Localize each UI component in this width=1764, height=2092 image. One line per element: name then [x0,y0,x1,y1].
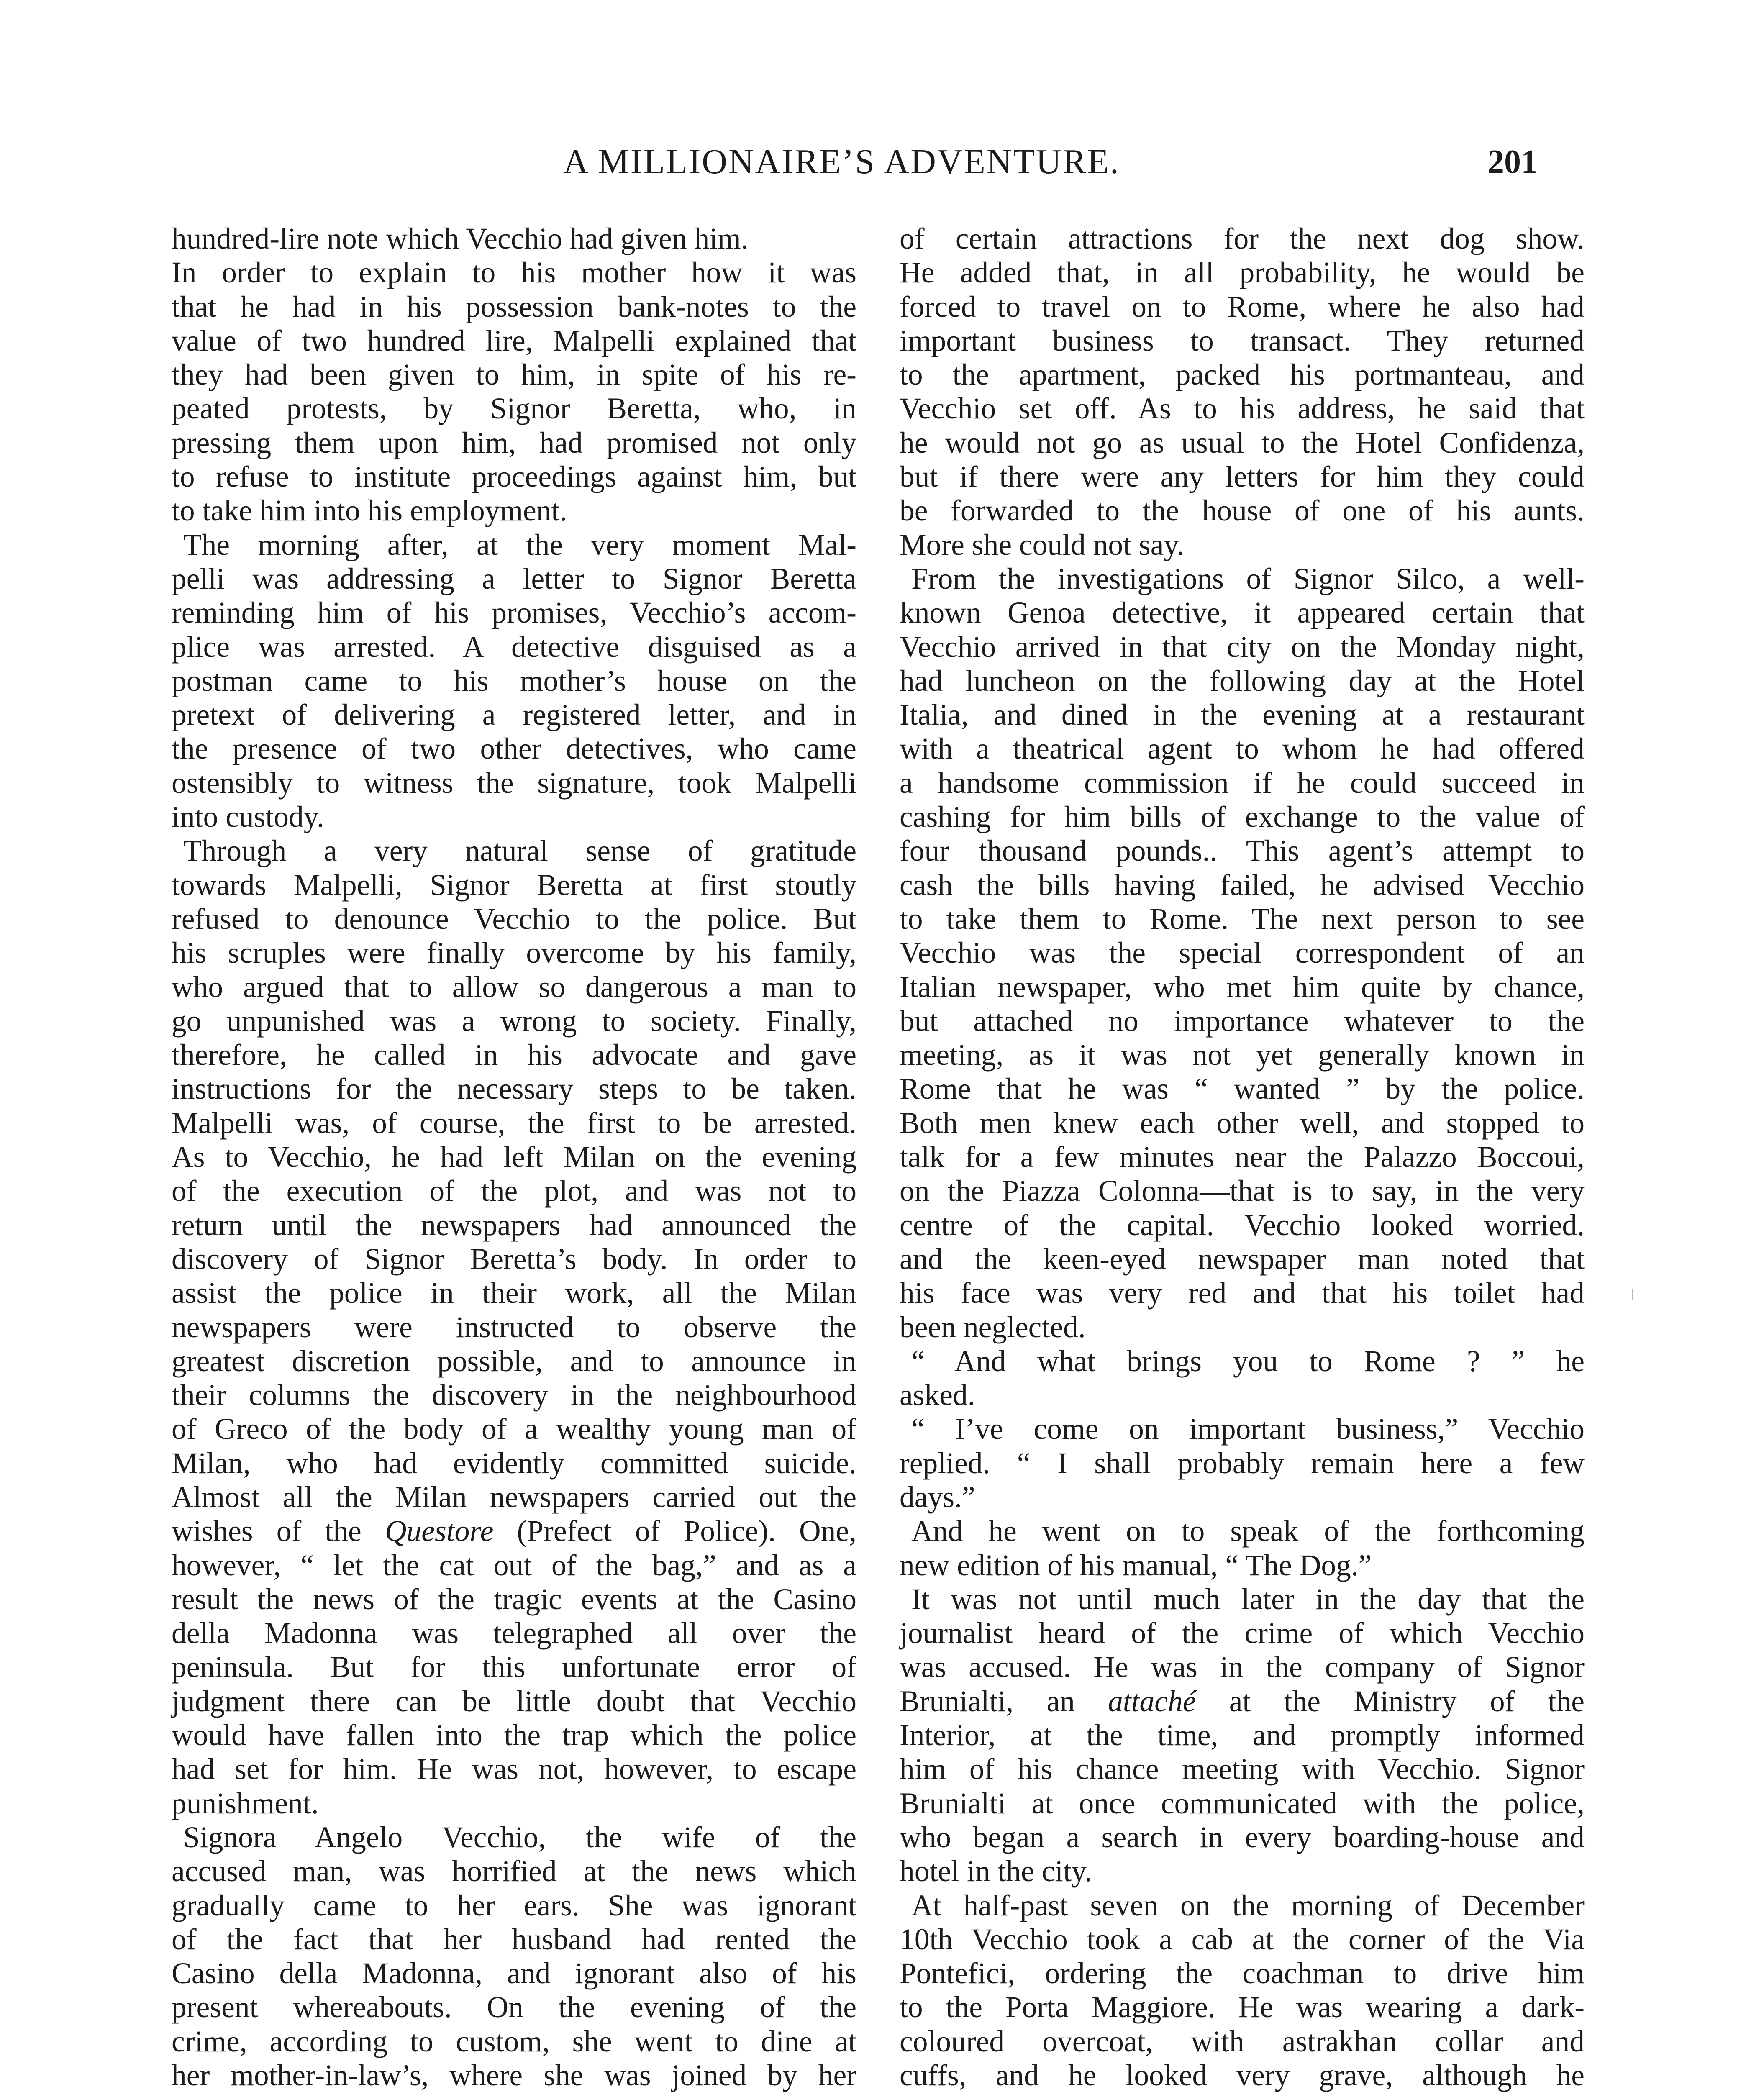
text-line: reminding him of his promises, Vecchio’s accom- [172,596,856,630]
text-line: forced to travel on to Rome, where he also had [900,290,1585,323]
text-line: her mother-in-law’s, where she was joined by her [172,2059,856,2092]
text-line: go unpunished was a wrong to society. Finally, [172,1004,856,1038]
text-line: to take him into his employment. [172,494,567,528]
text-line: Malpelli was, of course, the first to be arrested. [172,1106,856,1140]
text-line: coloured overcoat, with astrakhan collar and [900,2025,1585,2058]
text-line: new edition of his manual, “ The Dog.” [900,1548,1372,1582]
text-line: days.” [900,1480,975,1514]
text-line: At half-past seven on the morning of December [911,1889,1585,1922]
text-line: postman came to his mother’s house on the [172,664,856,697]
text-line: Milan, who had evidently committed suicide. [172,1446,856,1480]
text-line: was accused. He was in the company of Signor [900,1651,1585,1684]
text-line: Italia, and dined in the evening at a restaurant [900,698,1585,732]
text-line: had set for him. He was not, however, to escape [172,1753,856,1786]
text-line: replied. “ I shall probably remain here a few [900,1446,1585,1480]
text-line: pelli was addressing a letter to Signor Beretta [172,562,856,595]
text-line: but if there were any letters for him they could [900,460,1585,494]
text-line: be forwarded to the house of one of his aunts. [900,494,1585,528]
text-line: Vecchio arrived in that city on the Monday night, [900,630,1585,664]
text-line: 10th Vecchio took a cab at the corner of the Via [900,1923,1585,1956]
text-line: Through a very natural sense of gratitude [183,834,856,868]
text-line: that he had in his possession bank-notes to the [172,290,856,323]
text-line: In order to explain to his mother how it was [172,256,856,290]
text-line: return until the newspapers had announced the [172,1208,856,1242]
margin-mark [1632,1289,1633,1300]
text-line: It was not until much later in the day that the [911,1582,1585,1616]
text-line: punishment. [172,1787,319,1820]
text-line: hotel in the city. [900,1855,1092,1888]
text-line: towards Malpelli, Signor Beretta at first stoutly [172,868,856,902]
text-line: And he went on to speak of the forthcoming [911,1515,1585,1548]
text-line: refused to denounce Vecchio to the police. But [172,902,856,936]
text-line: therefore, he called in his advocate and gave [172,1038,856,1072]
text-line: From the investigations of Signor Silco, a well- [911,562,1585,595]
text-line: pretext of delivering a registered letter, and in [172,698,856,732]
text-line: Interior, at the time, and promptly informed [900,1719,1585,1752]
text-line: present whereabouts. On the evening of the [172,1991,856,2024]
text-line: who began a search in every boarding-house and [900,1820,1585,1854]
text-line: had luncheon on the following day at the Hotel [900,664,1585,697]
text-line: “ And what brings you to Rome ? ” he [911,1344,1585,1378]
text-line: been neglected. [900,1310,1086,1344]
text-line: to the Porta Maggiore. He was wearing a dark- [900,1991,1585,2024]
text-line: cuffs, and he looked very grave, although he [900,2059,1585,2092]
right-column [900,222,1585,2092]
text-line: The morning after, at the very moment Mal- [183,528,856,561]
text-line: He added that, in all probability, he would be [900,256,1585,290]
text-line: accused man, was horrified at the news which [172,1855,856,1888]
text-line: instructions for the necessary steps to be taken. [172,1072,856,1106]
text-line: della Madonna was telegraphed all over the [172,1617,856,1650]
text-line: plice was arrested. A detective disguised as a [172,630,856,664]
text-line: known Genoa detective, it appeared certain that [900,596,1585,630]
text-line: into custody. [172,800,324,834]
text-line: of the execution of the plot, and was not to [172,1174,856,1208]
text-line: he would not go as usual to the Hotel Confidenza, [900,426,1585,459]
text-line: crime, according to custom, she went to dine at [172,2025,856,2058]
text-line: a handsome commission if he could succeed in [900,766,1585,800]
text-line: journalist heard of the crime of which Vecchio [900,1617,1585,1650]
text-line: they had been given to him, in spite of his re- [172,358,856,392]
text-line: important business to transact. They returned [900,324,1585,357]
text-line: newspapers were instructed to observe the [172,1310,856,1344]
text-line: pressing them upon him, had promised not only [172,426,856,459]
text-line: gradually came to her ears. She was ignorant [172,1889,856,1922]
running-title: A MILLIONAIRE’S ADVENTURE. [563,142,1120,181]
text-line: greatest discretion possible, and to announce in [172,1344,856,1378]
text-line: assist the police in their work, all the Milan [172,1277,856,1310]
text-line: discovery of Signor Beretta’s body. In order to [172,1242,856,1276]
text-line: cash the bills having failed, he advised Vecchio [900,868,1585,902]
text-line: Vecchio was the special correspondent of an [900,936,1585,970]
text-line: to take them to Rome. The next person to see [900,902,1585,936]
text-line: More she could not say. [900,528,1185,561]
text-line: him of his chance meeting with Vecchio. Signor [900,1753,1585,1786]
text-line: centre of the capital. Vecchio looked worried. [900,1208,1585,1242]
text-line: As to Vecchio, he had left Milan on the evening [172,1141,856,1174]
text-line: his scruples were finally overcome by his family, [172,936,856,970]
text-line: to refuse to institute proceedings against him, but [172,460,856,494]
text-line: wishes of the Questore (Prefect of Police). One, [172,1515,856,1548]
text-line: Vecchio set off. As to his address, he said that [900,392,1585,426]
text-line: talk for a few minutes near the Palazzo Boccoui, [900,1141,1585,1174]
text-line: Almost all the Milan newspapers carried out the [172,1480,856,1514]
text-line: Rome that he was “ wanted ” by the police. [900,1072,1585,1106]
text-line: Signora Angelo Vecchio, the wife of the [183,1820,856,1854]
text-line: result the news of the tragic events at the Casino [172,1582,856,1616]
text-line: his face was very red and that his toilet had [900,1277,1585,1310]
text-line: ostensibly to witness the signature, took Malpelli [172,766,856,800]
text-line: value of two hundred lire, Malpelli explained that [172,324,856,357]
text-line: on the Piazza Colonna—that is to say, in the very [900,1174,1585,1208]
text-line: of certain attractions for the next dog show. [900,222,1585,255]
text-line: Italian newspaper, who met him quite by chance, [900,970,1585,1004]
text-line: and the keen-eyed newspaper man noted that [900,1242,1585,1276]
text-line: hundred-lire note which Vecchio had given him. [172,222,749,255]
text-line: of Greco of the body of a wealthy young man of [172,1413,856,1446]
text-line: but attached no importance whatever to the [900,1004,1585,1038]
text-line: with a theatrical agent to whom he had offered [900,732,1585,766]
text-line: cashing for him bills of exchange to the value of [900,800,1585,834]
text-line: the presence of two other detectives, who came [172,732,856,766]
text-line: Brunialti at once communicated with the police, [900,1787,1585,1820]
text-line: Casino della Madonna, and ignorant also of his [172,1957,856,1990]
text-line: Brunialti, an attaché at the Ministry of the [900,1684,1585,1718]
text-line: of the fact that her husband had rented the [172,1923,856,1956]
text-line: four thousand pounds.. This agent’s attempt to [900,834,1585,868]
text-line: who argued that to allow so dangerous a man to [172,970,856,1004]
text-line: would have fallen into the trap which the police [172,1719,856,1752]
text-line: peninsula. But for this unfortunate error of [172,1651,856,1684]
text-line: judgment there can be little doubt that Vecchio [172,1684,856,1718]
page-number: 201 [1487,144,1538,180]
text-line: asked. [900,1379,975,1412]
text-line: peated protests, by Signor Beretta, who, in [172,392,856,426]
text-line: to the apartment, packed his portmanteau, and [900,358,1585,392]
text-line: however, “ let the cat out of the bag,” and as a [172,1548,856,1582]
text-line: Both men knew each other well, and stopped to [900,1106,1585,1140]
text-line: “ I’ve come on important business,” Vecchio [911,1413,1585,1446]
text-line: Pontefici, ordering the coachman to drive him [900,1957,1585,1990]
text-line: their columns the discovery in the neighbourhood [172,1379,856,1412]
text-line: meeting, as it was not yet generally known in [900,1038,1585,1072]
left-column [172,222,856,2092]
